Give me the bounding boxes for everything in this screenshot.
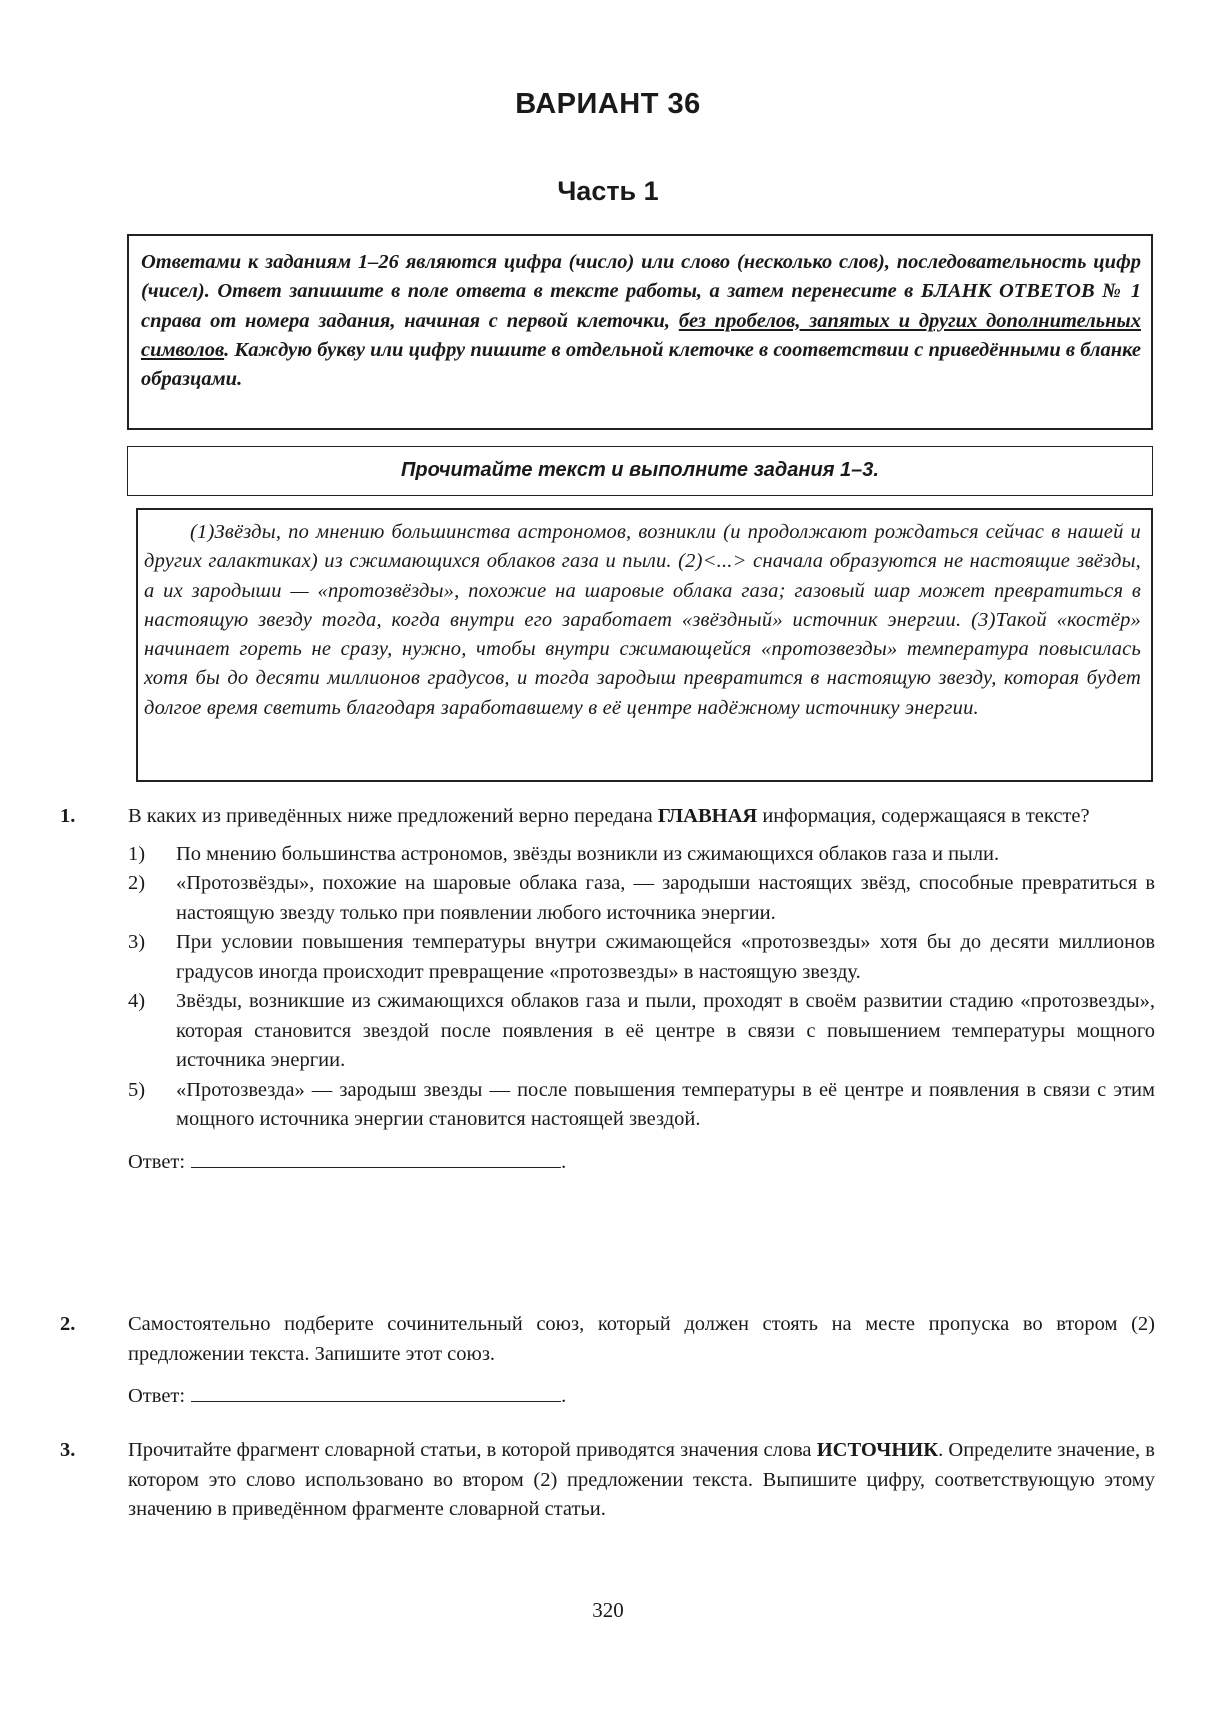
question-number: 2.	[60, 1313, 76, 1335]
question-text: Прочитайте фрагмент словарной статьи, в которой приводятся значения слова ИСТОЧНИК. Определите значение, в котором это слово использовано во втором (2) предложении текста. Выпишите цифру, соответствующую этому значению в приведённом фрагменте словарной статьи.	[128, 1439, 1155, 1520]
answer-line: Ответ: .	[128, 1381, 1155, 1412]
instructions-text-end: . Каждую букву или цифру пишите в отдельной клеточке в соответствии с приведёнными в бланке образцами.	[141, 338, 1141, 391]
instructions-text: Ответами к заданиям 1–26 являются цифра (число) или слово (несколько слов), последовательность цифр (чисел). Ответ запишите в поле ответа в тексте работы, а затем перенесите в БЛАНК ОТВЕТОВ № 1 справа от номера задания, начиная с первой клеточки,	[141, 251, 1141, 332]
part-title: Часть 1	[557, 176, 659, 206]
question-2	[60, 1310, 1155, 1412]
option-4: 4) Звёзды, возникшие из сжимающихся облаков газа и пыли, проходят в своём развитии стадию «протозвезды», которая становится звездой после появления в её центре в связи с повышением температуры мощного источника энергии.	[128, 990, 1155, 1071]
answer-field[interactable]	[191, 1147, 561, 1168]
question-1	[60, 802, 1155, 1177]
question-text: Самостоятельно подберите сочинительный союз, который должен стоять на месте пропуска во втором (2) предложении текста. Запишите этот союз.	[128, 1313, 1155, 1365]
question-text: В каких из приведённых ниже предложений верно передана ГЛАВНАЯ информация, содержащаяся в тексте?	[128, 805, 1090, 827]
question-number: 3.	[60, 1439, 76, 1461]
task-header: Прочитайте текст и выполните задания 1–3.	[127, 446, 1153, 496]
option-5: 5) «Протозвезда» — зародыш звезды — после повышения температуры в её центре и появления в связи с этим мощного источника энергии становится настоящей звездой.	[128, 1078, 1155, 1130]
answer-options	[128, 840, 1155, 1135]
option-2: 2) «Протозвёзды», похожие на шаровые облака газа, — зародыши настоящих звёзд, способные превратиться в настоящую звезду только при появлении любого источника энергии.	[128, 872, 1155, 924]
question-number: 1.	[60, 805, 76, 827]
variant-title: ВАРИАНТ 36	[515, 88, 701, 120]
option-3: 3) При условии повышения температуры внутри сжимающейся «протозвезды» хотя бы до десяти миллионов градусов иногда происходит превращение «протозвезды» в настоящую звезду.	[128, 931, 1155, 983]
option-1: 1) По мнению большинства астрономов, звёзды возникли из сжимающихся облаков газа и пыли.	[128, 842, 1000, 865]
answer-line: Ответ: .	[128, 1147, 1155, 1178]
page-number: 320	[592, 1598, 624, 1622]
instructions-underlined: без пробелов, запятых и других дополнительных символов	[141, 309, 1142, 361]
reading-text-box	[136, 508, 1153, 782]
reading-text: (1)Звёзды, по мнению большинства астрономов, возникли (и продолжают рождаться сейчас в нашей и других галактиках) из сжимающихся облаков газа и пыли. (2)<...> сначала образуются не настоящие звёзды, а их зародыши — «протозвёзды», похожие на шаровые облака газа; газовый шар может превратиться в настоящую звезду тогда, когда внутри его заработает «звёздный» источник энергии. (3)Такой «костёр» начинает гореть не сразу, нужно, чтобы внутри сжимающейся «протозвезды» температура повысилась хотя бы до десяти миллионов градусов, и тогда зародыш превратится в настоящую звезду, которая будет долгое время светить благодаря заработавшему в её центре надёжному источнику энергии.	[144, 521, 1141, 719]
instructions-box	[127, 234, 1153, 430]
question-3	[60, 1436, 1155, 1525]
answer-field[interactable]	[191, 1381, 561, 1402]
